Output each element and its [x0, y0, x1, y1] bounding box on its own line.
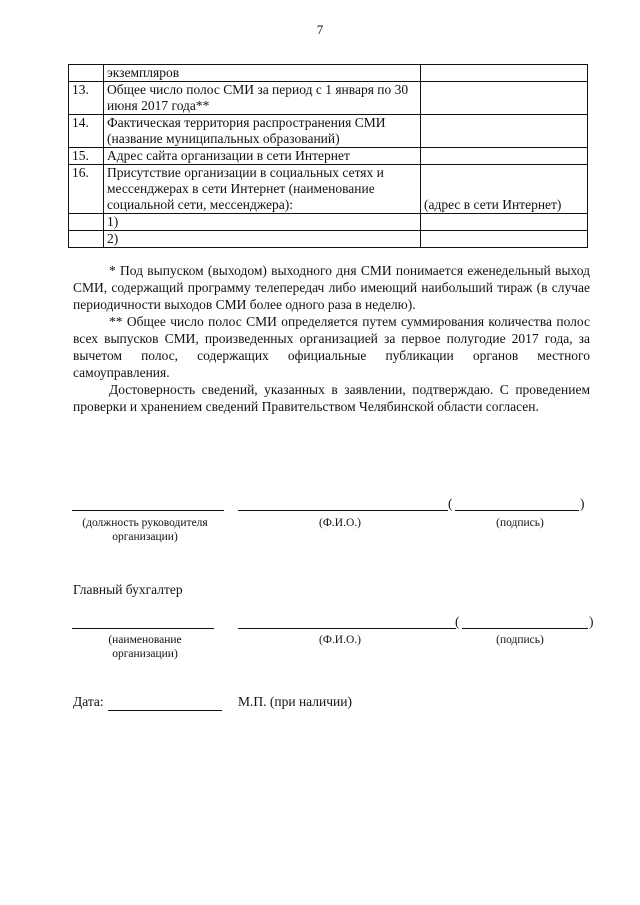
date-line[interactable] [108, 710, 222, 711]
table-row [69, 65, 588, 82]
stamp-label: М.П. (при наличии) [238, 694, 352, 709]
date-label: Дата: [73, 694, 104, 709]
signature-paren-open-2: ( [455, 614, 460, 629]
table-row [69, 148, 588, 165]
row-number: 13. [69, 82, 104, 115]
name-line-2[interactable] [238, 628, 456, 629]
footnote-1: * Под выпуском (выходом) выходного дня СМИ понимается еженедельный выход СМИ, содержащий программу телепередач либо имеющий наибольший тираж (в случае периодичности выходов СМИ более одного раза в неделю). [73, 263, 590, 312]
name-caption-2: (Ф.И.О.) [319, 634, 361, 646]
page-number: 7 [316, 22, 324, 37]
chief-accountant-label: Главный бухгалтер [73, 582, 183, 597]
row-description: Фактическая территория распространения СМИ (название муниципальных образований) [104, 115, 421, 148]
row-value[interactable] [421, 115, 588, 148]
row-description: 1) [104, 214, 421, 231]
table-row [69, 231, 588, 248]
row-value[interactable] [421, 148, 588, 165]
signature-caption: (подпись) [496, 517, 544, 529]
row-value[interactable]: (адрес в сети Интернет) [421, 165, 588, 214]
row-value[interactable] [421, 65, 588, 82]
row-description: Общее число полос СМИ за период с 1 января по 30 июня 2017 года** [104, 82, 421, 115]
row-value[interactable] [421, 82, 588, 115]
name-line[interactable] [238, 510, 448, 511]
row-number [69, 214, 104, 231]
confirmation-text: Достоверность сведений, указанных в заявлении, подтверждаю. С проведением проверки и хранением сведений Правительством Челябинской области согласен. [73, 382, 590, 414]
signature-paren-close: ) [580, 496, 585, 511]
table-row [69, 82, 588, 115]
row-number: 16. [69, 165, 104, 214]
table-row [69, 115, 588, 148]
row-number [69, 231, 104, 248]
info-table [68, 64, 588, 248]
name-caption: (Ф.И.О.) [319, 517, 361, 529]
table-row [69, 165, 588, 214]
footnote-2: ** Общее число полос СМИ определяется путем суммирования количества полос всех выпусков СМИ, произведенных организацией за первое полугодие 2017 года, за вычетом полос, содержащих официальные публикации органов местного самоуправления. [73, 314, 590, 380]
org-line[interactable] [72, 628, 214, 629]
position-caption: (должность руководителя организации) [82, 517, 208, 543]
signature-line-2[interactable] [462, 628, 588, 629]
row-number [69, 65, 104, 82]
row-description: экземпляров [104, 65, 421, 82]
footnotes [73, 262, 590, 415]
position-line[interactable] [72, 510, 224, 511]
signature-caption-2: (подпись) [496, 634, 544, 646]
signature-line[interactable] [455, 510, 579, 511]
row-number: 15. [69, 148, 104, 165]
row-number: 14. [69, 115, 104, 148]
row-description: Присутствие организации в социальных сетях и мессенджерах в сети Интернет (наименование социальной сети, мессенджера): [104, 165, 421, 214]
signature-paren-open: ( [448, 496, 453, 511]
row-value[interactable] [421, 231, 588, 248]
org-caption: (наименование организации) [108, 634, 182, 660]
table-row [69, 214, 588, 231]
row-description: 2) [104, 231, 421, 248]
row-description: Адрес сайта организации в сети Интернет [104, 148, 421, 165]
row-value[interactable] [421, 214, 588, 231]
signature-paren-close-2: ) [589, 614, 594, 629]
